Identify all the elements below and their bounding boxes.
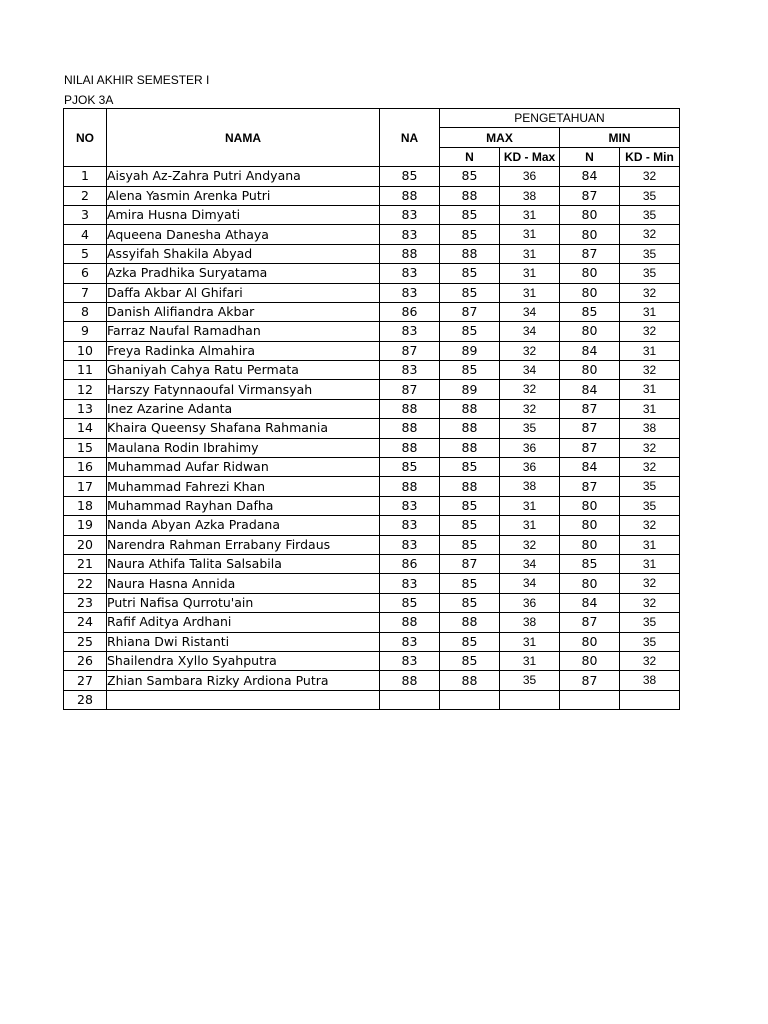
na-score-cell: 88: [380, 419, 440, 438]
kd-min-score-cell: 32: [620, 283, 680, 302]
table-row: [64, 438, 680, 457]
kd-max-score-cell: 36: [500, 593, 560, 612]
kd-min-score-cell: 35: [620, 613, 680, 632]
kd-min-score-cell: 32: [620, 516, 680, 535]
student-name-cell: Naura Athifa Talita Salsabila: [107, 554, 380, 573]
kd-max-score-cell: 35: [500, 671, 560, 690]
min-n-score-cell: 85: [560, 554, 620, 573]
max-n-score-cell: 88: [440, 419, 500, 438]
row-number-cell: 24: [64, 613, 107, 632]
table-row: [64, 361, 680, 380]
max-n-score-cell: 88: [440, 186, 500, 205]
kd-max-score-cell: 34: [500, 574, 560, 593]
na-score-cell: 88: [380, 477, 440, 496]
kd-max-score-cell: 31: [500, 283, 560, 302]
max-n-score-cell: 85: [440, 496, 500, 515]
kd-max-score-cell: 32: [500, 380, 560, 399]
max-n-score-cell: 88: [440, 671, 500, 690]
kd-max-score-cell: 31: [500, 516, 560, 535]
header-max: MAX: [440, 128, 560, 147]
row-number-cell: 13: [64, 399, 107, 418]
kd-min-score-cell: 32: [620, 167, 680, 186]
student-name-cell: Rafif Aditya Ardhani: [107, 613, 380, 632]
row-number-cell: 1: [64, 167, 107, 186]
student-name-cell: Shailendra Xyllo Syahputra: [107, 651, 380, 670]
kd-min-score-cell: 31: [620, 554, 680, 573]
min-n-score-cell: 80: [560, 283, 620, 302]
table-body: [64, 167, 680, 710]
min-n-score-cell: 80: [560, 496, 620, 515]
table-row: [64, 554, 680, 573]
table-row: [64, 244, 680, 263]
max-n-score-cell: 87: [440, 554, 500, 573]
max-n-score-cell: 88: [440, 399, 500, 418]
kd-min-score-cell: 32: [620, 438, 680, 457]
student-name-cell: Putri Nafisa Qurrotu'ain: [107, 593, 380, 612]
na-score-cell: 83: [380, 535, 440, 554]
table-row: [64, 458, 680, 477]
na-score-cell: 88: [380, 613, 440, 632]
kd-max-score-cell: 36: [500, 438, 560, 457]
kd-max-score-cell: 32: [500, 341, 560, 360]
row-number-cell: 9: [64, 322, 107, 341]
na-score-cell: 88: [380, 186, 440, 205]
header-max-n: N: [440, 147, 500, 166]
header-no: NO: [64, 109, 107, 167]
row-number-cell: 16: [64, 458, 107, 477]
student-name-cell: Inez Azarine Adanta: [107, 399, 380, 418]
row-number-cell: 4: [64, 225, 107, 244]
table-row: [64, 399, 680, 418]
student-name-cell: Ghaniyah Cahya Ratu Permata: [107, 361, 380, 380]
min-n-score-cell: 80: [560, 361, 620, 380]
row-number-cell: 18: [64, 496, 107, 515]
na-score-cell: 87: [380, 341, 440, 360]
min-n-score-cell: 87: [560, 613, 620, 632]
kd-min-score-cell: 32: [620, 225, 680, 244]
student-name-cell: Danish Alifiandra Akbar: [107, 302, 380, 321]
kd-max-score-cell: 31: [500, 496, 560, 515]
table-row: [64, 283, 680, 302]
row-number-cell: 27: [64, 671, 107, 690]
kd-min-score-cell: 31: [620, 302, 680, 321]
max-n-score-cell: 89: [440, 341, 500, 360]
kd-max-score-cell: 31: [500, 651, 560, 670]
kd-min-score-cell: 35: [620, 205, 680, 224]
kd-min-score-cell: 35: [620, 477, 680, 496]
kd-min-score-cell: 32: [620, 574, 680, 593]
kd-min-score-cell: 32: [620, 593, 680, 612]
kd-min-score-cell: 32: [620, 651, 680, 670]
kd-min-score-cell: 38: [620, 671, 680, 690]
na-score-cell: 83: [380, 516, 440, 535]
row-number-cell: 25: [64, 632, 107, 651]
na-score-cell: 83: [380, 205, 440, 224]
kd-max-score-cell: 31: [500, 632, 560, 651]
kd-max-score-cell: [500, 690, 560, 709]
header-nama: NAMA: [107, 109, 380, 167]
kd-max-score-cell: 32: [500, 399, 560, 418]
student-name-cell: [107, 690, 380, 709]
na-score-cell: 83: [380, 651, 440, 670]
kd-max-score-cell: 31: [500, 205, 560, 224]
table-row: [64, 671, 680, 690]
max-n-score-cell: 85: [440, 167, 500, 186]
kd-min-score-cell: 35: [620, 632, 680, 651]
table-row: [64, 632, 680, 651]
max-n-score-cell: 85: [440, 322, 500, 341]
student-name-cell: Khaira Queensy Shafana Rahmania: [107, 419, 380, 438]
min-n-score-cell: 80: [560, 651, 620, 670]
row-number-cell: 2: [64, 186, 107, 205]
max-n-score-cell: 85: [440, 632, 500, 651]
row-number-cell: 3: [64, 205, 107, 224]
student-name-cell: Nanda Abyan Azka Pradana: [107, 516, 380, 535]
student-name-cell: Narendra Rahman Errabany Firdaus: [107, 535, 380, 554]
student-name-cell: Muhammad Fahrezi Khan: [107, 477, 380, 496]
table-row: [64, 225, 680, 244]
max-n-score-cell: [440, 690, 500, 709]
student-name-cell: Rhiana Dwi Ristanti: [107, 632, 380, 651]
kd-min-score-cell: 32: [620, 361, 680, 380]
table-row: [64, 264, 680, 283]
student-name-cell: Maulana Rodin Ibrahimy: [107, 438, 380, 457]
table-row: [64, 535, 680, 554]
table-row: [64, 593, 680, 612]
student-name-cell: Farraz Naufal Ramadhan: [107, 322, 380, 341]
row-number-cell: 8: [64, 302, 107, 321]
row-number-cell: 23: [64, 593, 107, 612]
kd-min-score-cell: 31: [620, 380, 680, 399]
max-n-score-cell: 88: [440, 477, 500, 496]
kd-max-score-cell: 34: [500, 322, 560, 341]
kd-max-score-cell: 31: [500, 244, 560, 263]
min-n-score-cell: 80: [560, 574, 620, 593]
kd-max-score-cell: 32: [500, 535, 560, 554]
row-number-cell: 21: [64, 554, 107, 573]
row-number-cell: 6: [64, 264, 107, 283]
table-row: [64, 516, 680, 535]
kd-max-score-cell: 38: [500, 613, 560, 632]
row-number-cell: 12: [64, 380, 107, 399]
kd-max-score-cell: 31: [500, 225, 560, 244]
table-row: [64, 380, 680, 399]
na-score-cell: 83: [380, 322, 440, 341]
table-row: [64, 322, 680, 341]
row-number-cell: 22: [64, 574, 107, 593]
student-name-cell: Zhian Sambara Rizky Ardiona Putra: [107, 671, 380, 690]
row-number-cell: 20: [64, 535, 107, 554]
max-n-score-cell: 85: [440, 516, 500, 535]
min-n-score-cell: 87: [560, 477, 620, 496]
row-number-cell: 19: [64, 516, 107, 535]
min-n-score-cell: 80: [560, 225, 620, 244]
kd-max-score-cell: 38: [500, 186, 560, 205]
header-na: NA: [380, 109, 440, 167]
table-row: [64, 690, 680, 709]
kd-min-score-cell: 35: [620, 496, 680, 515]
row-number-cell: 26: [64, 651, 107, 670]
min-n-score-cell: 84: [560, 458, 620, 477]
grade-table: [63, 108, 680, 710]
max-n-score-cell: 85: [440, 283, 500, 302]
max-n-score-cell: 85: [440, 205, 500, 224]
max-n-score-cell: 85: [440, 458, 500, 477]
kd-min-score-cell: 32: [620, 458, 680, 477]
kd-min-score-cell: 31: [620, 341, 680, 360]
row-number-cell: 11: [64, 361, 107, 380]
min-n-score-cell: 85: [560, 302, 620, 321]
kd-max-score-cell: 34: [500, 361, 560, 380]
kd-min-score-cell: 32: [620, 322, 680, 341]
na-score-cell: 83: [380, 496, 440, 515]
header-kd-max: KD - Max: [500, 147, 560, 166]
min-n-score-cell: 84: [560, 341, 620, 360]
student-name-cell: Naura Hasna Annida: [107, 574, 380, 593]
kd-min-score-cell: [620, 690, 680, 709]
student-name-cell: Muhammad Aufar Ridwan: [107, 458, 380, 477]
kd-min-score-cell: 35: [620, 244, 680, 263]
row-number-cell: 7: [64, 283, 107, 302]
table-row: [64, 496, 680, 515]
min-n-score-cell: 87: [560, 419, 620, 438]
na-score-cell: 88: [380, 244, 440, 263]
na-score-cell: 87: [380, 380, 440, 399]
table-row: [64, 205, 680, 224]
table-row: [64, 574, 680, 593]
kd-min-score-cell: 31: [620, 535, 680, 554]
student-name-cell: Amira Husna Dimyati: [107, 205, 380, 224]
kd-max-score-cell: 34: [500, 302, 560, 321]
student-name-cell: Daffa Akbar Al Ghifari: [107, 283, 380, 302]
header-min: MIN: [560, 128, 680, 147]
max-n-score-cell: 85: [440, 535, 500, 554]
row-number-cell: 10: [64, 341, 107, 360]
table-row: [64, 341, 680, 360]
max-n-score-cell: 89: [440, 380, 500, 399]
document-title: NILAI AKHIR SEMESTER I: [64, 73, 210, 87]
na-score-cell: 88: [380, 399, 440, 418]
kd-min-score-cell: 35: [620, 186, 680, 205]
header-pengetahuan: PENGETAHUAN: [440, 109, 680, 128]
table-row: [64, 186, 680, 205]
table-row: [64, 419, 680, 438]
min-n-score-cell: 84: [560, 593, 620, 612]
na-score-cell: 83: [380, 361, 440, 380]
table-row: [64, 651, 680, 670]
student-name-cell: Harszy Fatynnaoufal Virmansyah: [107, 380, 380, 399]
student-name-cell: Alena Yasmin Arenka Putri: [107, 186, 380, 205]
student-name-cell: Aisyah Az-Zahra Putri Andyana: [107, 167, 380, 186]
min-n-score-cell: 80: [560, 632, 620, 651]
row-number-cell: 17: [64, 477, 107, 496]
na-score-cell: [380, 690, 440, 709]
student-name-cell: Muhammad Rayhan Dafha: [107, 496, 380, 515]
na-score-cell: 85: [380, 458, 440, 477]
min-n-score-cell: 84: [560, 380, 620, 399]
student-name-cell: Azka Pradhika Suryatama: [107, 264, 380, 283]
row-number-cell: 5: [64, 244, 107, 263]
kd-max-score-cell: 36: [500, 458, 560, 477]
na-score-cell: 83: [380, 225, 440, 244]
na-score-cell: 83: [380, 632, 440, 651]
table-row: [64, 302, 680, 321]
table-row: [64, 477, 680, 496]
kd-min-score-cell: 38: [620, 419, 680, 438]
min-n-score-cell: 80: [560, 264, 620, 283]
header-kd-min: KD - Min: [620, 147, 680, 166]
max-n-score-cell: 85: [440, 651, 500, 670]
kd-max-score-cell: 34: [500, 554, 560, 573]
max-n-score-cell: 88: [440, 613, 500, 632]
student-name-cell: Aqueena Danesha Athaya: [107, 225, 380, 244]
na-score-cell: 83: [380, 574, 440, 593]
na-score-cell: 86: [380, 302, 440, 321]
table-row: [64, 167, 680, 186]
min-n-score-cell: [560, 690, 620, 709]
na-score-cell: 86: [380, 554, 440, 573]
na-score-cell: 88: [380, 671, 440, 690]
kd-max-score-cell: 31: [500, 264, 560, 283]
max-n-score-cell: 88: [440, 244, 500, 263]
min-n-score-cell: 87: [560, 671, 620, 690]
student-name-cell: Assyifah Shakila Abyad: [107, 244, 380, 263]
na-score-cell: 83: [380, 264, 440, 283]
row-number-cell: 15: [64, 438, 107, 457]
table-row: [64, 613, 680, 632]
na-score-cell: 85: [380, 593, 440, 612]
max-n-score-cell: 85: [440, 574, 500, 593]
max-n-score-cell: 88: [440, 438, 500, 457]
kd-min-score-cell: 31: [620, 399, 680, 418]
na-score-cell: 88: [380, 438, 440, 457]
max-n-score-cell: 85: [440, 593, 500, 612]
kd-min-score-cell: 35: [620, 264, 680, 283]
document-subtitle: PJOK 3A: [64, 93, 114, 107]
min-n-score-cell: 87: [560, 399, 620, 418]
table-header: [64, 109, 680, 167]
na-score-cell: 85: [380, 167, 440, 186]
max-n-score-cell: 85: [440, 225, 500, 244]
row-number-cell: 14: [64, 419, 107, 438]
header-min-n: N: [560, 147, 620, 166]
max-n-score-cell: 85: [440, 361, 500, 380]
max-n-score-cell: 87: [440, 302, 500, 321]
kd-max-score-cell: 36: [500, 167, 560, 186]
min-n-score-cell: 87: [560, 186, 620, 205]
kd-max-score-cell: 35: [500, 419, 560, 438]
min-n-score-cell: 87: [560, 244, 620, 263]
max-n-score-cell: 85: [440, 264, 500, 283]
row-number-cell: 28: [64, 690, 107, 709]
min-n-score-cell: 80: [560, 516, 620, 535]
min-n-score-cell: 80: [560, 322, 620, 341]
min-n-score-cell: 87: [560, 438, 620, 457]
na-score-cell: 83: [380, 283, 440, 302]
kd-max-score-cell: 38: [500, 477, 560, 496]
min-n-score-cell: 80: [560, 535, 620, 554]
student-name-cell: Freya Radinka Almahira: [107, 341, 380, 360]
min-n-score-cell: 80: [560, 205, 620, 224]
min-n-score-cell: 84: [560, 167, 620, 186]
